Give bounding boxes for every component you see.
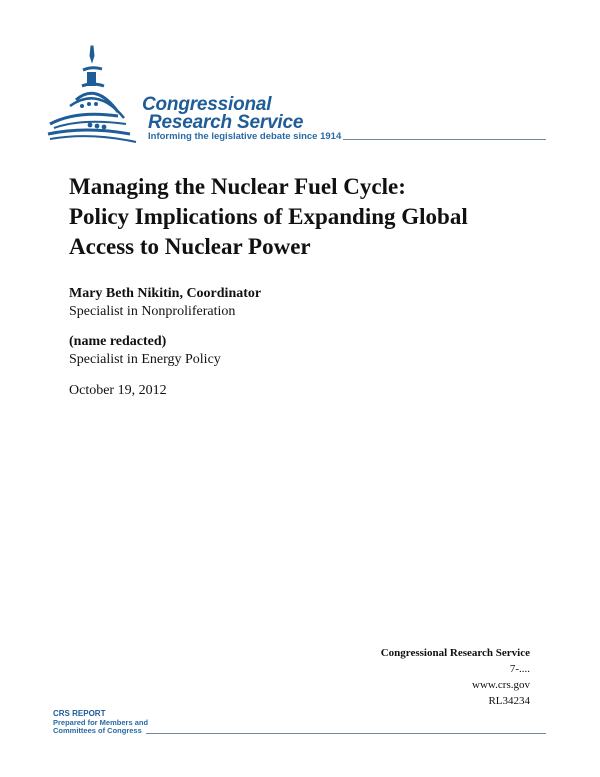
crs-contact-block [381, 645, 530, 709]
crs-phone: 7-.... [509, 663, 530, 675]
crs-name: Congressional Research Service [380, 647, 530, 659]
title-line-3: Access to Nuclear Power [69, 234, 311, 259]
publication-date: October 19, 2012 [69, 383, 167, 398]
title-line-1: Managing the Nuclear Fuel Cycle: [69, 174, 406, 199]
capitol-dome-icon [46, 42, 156, 147]
org-name-line1: Congressional [142, 94, 272, 115]
crs-website: www.crs.gov [472, 679, 530, 691]
footer-label [53, 710, 148, 736]
title-line-2: Policy Implications of Expanding Global [69, 204, 468, 229]
footer-line-2: Committees of Congress [53, 726, 142, 735]
author-name: (name redacted) [69, 334, 167, 349]
author-role: Specialist in Nonproliferation [69, 304, 236, 319]
author-name: Mary Beth Nikitin, Coordinator [69, 286, 262, 301]
author-role: Specialist in Energy Policy [69, 352, 221, 367]
org-name-line2: Research Service [148, 112, 304, 133]
author-2 [69, 333, 221, 369]
footer-line-1: Prepared for Members and [53, 717, 149, 727]
document-title [69, 172, 468, 262]
header-rule [343, 139, 546, 140]
crs-report-label: CRS REPORT [53, 709, 106, 718]
report-number: RL34234 [488, 695, 530, 707]
author-1 [69, 285, 261, 321]
footer-rule [146, 733, 546, 734]
tagline: Informing the legislative debate since 1914 [148, 131, 342, 142]
